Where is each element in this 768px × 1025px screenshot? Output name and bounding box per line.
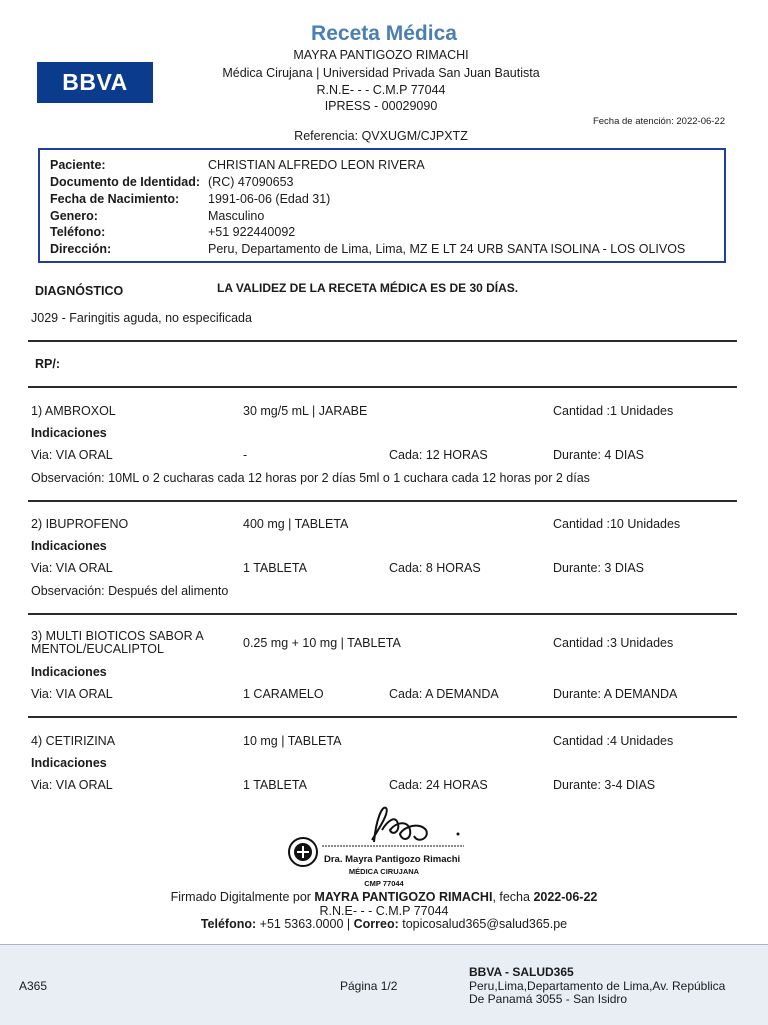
item-observacion: Observación: 10ML o 2 cucharas cada 12 horas por 2 días 5ml o 1 cuchara cada 12 horas por 2 días [31, 471, 590, 485]
rp-label: RP/: [35, 357, 60, 371]
doctor-rne: R.N.E- - - C.M.P 77044 [316, 83, 446, 97]
item-via: Via: VIA ORAL [31, 448, 113, 462]
item-cantidad: Cantidad :10 Unidades [553, 517, 681, 531]
signature-image [286, 800, 466, 890]
stamp-cmp: CMP 77044 [364, 879, 404, 888]
document-label: Documento de Identidad: [50, 175, 200, 189]
footer-address: De Panamá 3055 - San Isidro [469, 992, 628, 1006]
item-durante: Durante: 3-4 DIAS [553, 778, 656, 792]
birthdate-label: Fecha de Nacimiento: [50, 192, 180, 206]
item-unit: 1 CARAMELO [243, 687, 324, 701]
signed-line [0, 890, 768, 904]
ipress: IPRESS - 00029090 [324, 99, 438, 113]
gender-label: Genero: [50, 209, 98, 223]
divider [28, 500, 737, 502]
email-label: Correo: [353, 917, 399, 931]
contact-line [0, 917, 768, 931]
signed-date: 2022-06-22 [533, 890, 598, 904]
diagnosis-value: J029 - Faringitis aguda, no especificada [31, 311, 252, 325]
item-unit: - [243, 448, 248, 462]
indicaciones-label: Indicaciones [31, 756, 107, 770]
divider [28, 716, 737, 718]
signature-stamp [286, 800, 466, 890]
phone-label: Teléfono: [200, 917, 257, 931]
item-cada: Cada: 12 HORAS [389, 448, 488, 462]
page-number: Página 1/2 [340, 979, 398, 993]
diagnosis-title: DIAGNÓSTICO [35, 284, 124, 298]
item-cantidad: Cantidad :3 Unidades [553, 636, 674, 650]
phone-value: +51 922440092 [208, 225, 296, 239]
page-title: Receta Médica [311, 22, 457, 45]
footer-brand: BBVA - SALUD365 [469, 965, 574, 979]
doctor-specialty: Médica Cirujana | Universidad Privada San Juan Bautista [222, 66, 540, 80]
document-value: (RC) 47090653 [208, 175, 294, 189]
referencia: Referencia: QVXUGM/CJPXTZ [294, 129, 468, 143]
signed-prefix: Firmado Digitalmente por [170, 890, 315, 904]
item-dose: 10 mg | TABLETA [243, 734, 342, 748]
item-name-line: MENTOL/EUCALIPTOL [31, 642, 164, 656]
item-unit: 1 TABLETA [243, 561, 307, 575]
item-unit: 1 TABLETA [243, 778, 307, 792]
item-cantidad: Cantidad :1 Unidades [553, 404, 674, 418]
item-name: 1) AMBROXOL [31, 404, 116, 418]
fecha-atencion: Fecha de atención: 2022-06-22 [592, 116, 725, 127]
item-cantidad: Cantidad :4 Unidades [553, 734, 674, 748]
stamp-title: MÉDICA CIRUJANA [348, 867, 420, 876]
gender-value: Masculino [208, 209, 265, 223]
doctor-name: MAYRA PANTIGOZO RIMACHI [293, 48, 469, 62]
divider [28, 340, 737, 342]
indicaciones-label: Indicaciones [31, 426, 107, 440]
item-cada: Cada: 24 HORAS [389, 778, 488, 792]
phone-value: +51 5363.0000 | [256, 917, 354, 931]
item-via: Via: VIA ORAL [31, 687, 113, 701]
indicaciones-label: Indicaciones [31, 665, 107, 679]
item-dose: 30 mg/5 mL | JARABE [243, 404, 368, 418]
birthdate-value: 1991-06-06 (Edad 31) [208, 192, 331, 206]
item-durante: Durante: 4 DIAS [553, 448, 645, 462]
item-name-line: 3) MULTI BIOTICOS SABOR A [31, 629, 204, 643]
item-via: Via: VIA ORAL [31, 778, 113, 792]
item-name: 4) CETIRIZINA [31, 734, 116, 748]
item-observacion: Observación: Después del alimento [31, 584, 229, 598]
bbva-logo: BBVA [37, 62, 153, 103]
item-dose: 0.25 mg + 10 mg | TABLETA [243, 636, 401, 650]
patient-info-box [38, 148, 726, 263]
patient-value: CHRISTIAN ALFREDO LEON RIVERA [208, 158, 425, 172]
address-value: Peru, Departamento de Lima, Lima, MZ E LT 24 URB SANTA ISOLINA - LOS OLIVOS [208, 242, 686, 256]
indicaciones-label: Indicaciones [31, 539, 107, 553]
item-name [31, 630, 204, 656]
email-value: topicosalud365@salud365.pe [398, 917, 568, 931]
item-cada: Cada: 8 HORAS [389, 561, 481, 575]
phone-label: Teléfono: [50, 225, 106, 239]
validity-note: LA VALIDEZ DE LA RECETA MÉDICA ES DE 30 DÍAS. [217, 281, 519, 295]
address-label: Dirección: [50, 242, 112, 256]
signed-mid: , fecha [492, 890, 534, 904]
item-dose: 400 mg | TABLETA [243, 517, 349, 531]
divider [28, 386, 737, 388]
footer-address: Peru,Lima,Departamento de Lima,Av. República [469, 979, 726, 993]
signed-rne: R.N.E- - - C.M.P 77044 [319, 904, 449, 918]
item-name: 2) IBUPROFENO [31, 517, 129, 531]
signed-name: MAYRA PANTIGOZO RIMACHI [314, 890, 493, 904]
item-via: Via: VIA ORAL [31, 561, 113, 575]
footer-code: A365 [19, 979, 48, 993]
divider [28, 613, 737, 615]
item-durante: Durante: 3 DIAS [553, 561, 645, 575]
item-cada: Cada: A DEMANDA [389, 687, 499, 701]
item-durante: Durante: A DEMANDA [553, 687, 678, 701]
stamp-name: Dra. Mayra Pantigozo Rimachi [324, 854, 461, 865]
patient-label: Paciente: [50, 158, 106, 172]
